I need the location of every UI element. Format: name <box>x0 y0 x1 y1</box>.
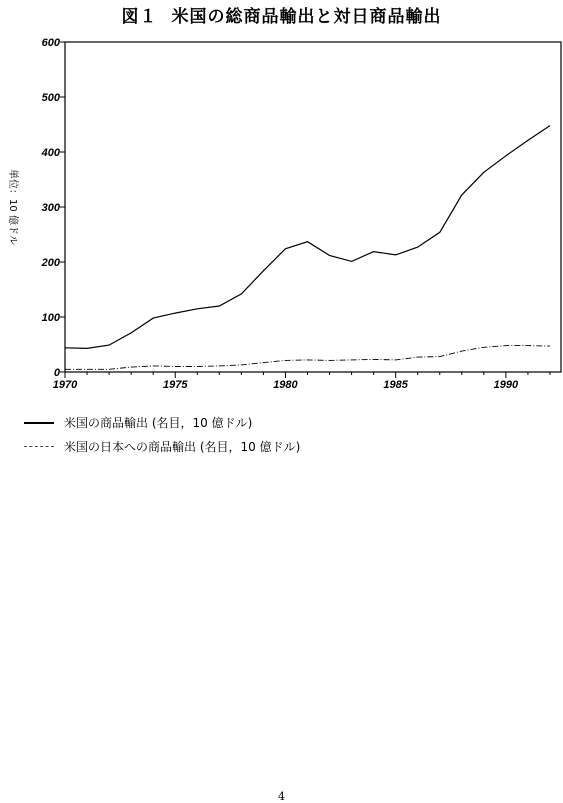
y-tick-label: 0 <box>53 367 60 379</box>
y-tick-label: 200 <box>41 257 60 269</box>
legend-label-japan-exports: 米国の日本への商品輸出 (名目，10 億ドル) <box>64 440 301 454</box>
y-tick-label: 500 <box>41 92 60 104</box>
x-tick-label: 1970 <box>52 379 78 391</box>
y-tick-label: 400 <box>41 147 60 159</box>
x-tick-label: 1985 <box>383 379 408 391</box>
x-tick-label: 1980 <box>273 379 298 391</box>
page-number: 4 <box>278 790 285 803</box>
plot-frame <box>65 42 561 372</box>
legend-label-total-exports: 米国の商品輸出 (名目，10 億ドル) <box>64 416 253 430</box>
legend-dashed-line-swatch <box>24 446 54 447</box>
y-tick-label: 600 <box>41 37 60 49</box>
series-line-total-exports <box>65 126 550 349</box>
x-tick-label: 1975 <box>162 379 188 391</box>
y-tick-label: 100 <box>41 312 60 324</box>
figure-number: 図１ <box>121 7 158 27</box>
figure-title: 米国の総商品輸出と対日商品輸出 <box>171 7 442 27</box>
y-tick-label: 300 <box>41 202 60 214</box>
x-tick-label: 1990 <box>493 379 519 391</box>
series-line-japan-exports <box>65 346 550 370</box>
legend-solid-line-swatch <box>24 422 54 424</box>
y-axis-label: 単位：10 億ドル <box>7 169 18 245</box>
